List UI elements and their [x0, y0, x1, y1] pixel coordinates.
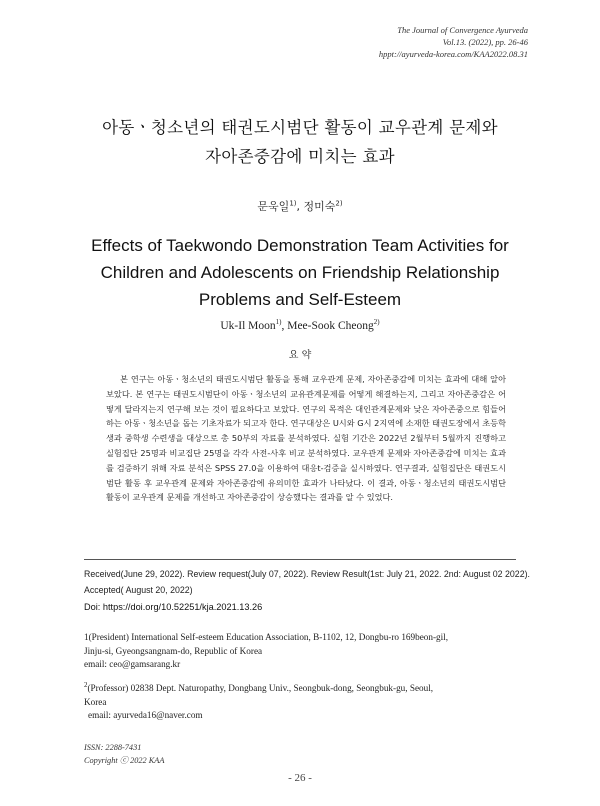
english-author-2: Mee-Sook Cheong [287, 320, 374, 332]
english-title [60, 232, 540, 313]
received-dates [84, 566, 530, 598]
journal-volume: Vol.13. (2022), pp. 26-46 [442, 37, 528, 47]
doi-link[interactable]: Doi: https://doi.org/10.52251/kja.2021.13.26 [84, 602, 263, 612]
korean-author-separator: , [296, 200, 304, 213]
affiliation-2-text: (Professor) 02838 Dept. Naturopathy, Dongbang Univ., Seongbuk-dong, Seongbuk-gu, Seoul, [87, 683, 434, 693]
korean-title [60, 113, 540, 171]
english-author-2-mark: 2) [373, 318, 380, 327]
korean-author-1: 문욱일 [257, 200, 290, 213]
korean-title-line-1: 아동ㆍ청소년의 태권도시범단 활동이 교우관계 문제와 [102, 118, 498, 137]
korean-author-1-mark: 1) [289, 199, 297, 208]
affiliation-2-line-1 [84, 682, 516, 696]
footnote-divider [84, 559, 516, 560]
korean-title-line-2: 자아존중감에 미치는 효과 [205, 147, 395, 166]
affiliation-1-line-1: 1(President) International Self-esteem Education Association, B-1102, 12, Dongbu-ro 169beon-gil, [84, 632, 449, 642]
affiliation-2-email[interactable]: email: ayurveda16@naver.com [88, 710, 203, 720]
affiliation-2 [84, 682, 516, 723]
copyright: Copyright ⓒ 2022 KAA [84, 756, 165, 765]
affiliation-1-line-2: Jinju-si, Gyeongsangnam-do, Republic of Korea [84, 645, 263, 656]
korean-author-2: 정미숙 [303, 200, 336, 213]
issn: ISSN: 2288-7431 [84, 743, 142, 752]
issn-block [84, 741, 164, 767]
received-line-2: Accepted( August 20, 2022) [84, 585, 193, 595]
english-author-separator: , [281, 320, 288, 332]
english-authors [100, 320, 500, 332]
affiliation-1 [84, 631, 516, 672]
journal-name: The Journal of Convergence Ayurveda [397, 25, 528, 35]
page-number: - 26 - [288, 772, 312, 784]
english-author-1: Uk-Il Moon [220, 320, 276, 332]
journal-header [228, 24, 528, 60]
journal-url: hppt://ayurveda-korea.com/KAA2022.08.31 [378, 49, 528, 59]
abstract-heading: 요 약 [288, 350, 312, 361]
english-title-line-3: Problems and Self-Esteem [198, 290, 402, 309]
english-author-1-mark: 1) [275, 318, 282, 327]
english-title-line-1: Effects of Taekwondo Demonstration Team Activities for [91, 236, 509, 255]
affiliation-2-mark: 2 [84, 680, 88, 689]
received-line-1: Received(June 29, 2022). Review request(July 07, 2022). Review Result(1st: July 21, 2022. 2nd: August 02 2022). [84, 569, 530, 579]
english-title-line-2: Children and Adolescents on Friendship Relationship [100, 263, 500, 282]
affiliation-1-email[interactable]: email: ceo@gamsarang.kr [84, 659, 181, 669]
affiliation-2-line-2: Korea [84, 696, 107, 707]
abstract-body: 본 연구는 아동ㆍ청소년의 태권도시범단 활동을 통해 교우관계 문제, 자아존중감에 미치는 효과에 대해 알아보았다. 본 연구는 태권도시범단이 아동ㆍ청소년의 교유관계문제를 어떻게 해결하는지, 그리고 자아존중감은 어떻게 달라지는지 연구해 보는 것이 필요하다고 보았다. 연구의 목적은 대인관계문제와 낮은 자아존중으로 힘들어 하는 아동ㆍ청소년을 돕는 기초자료가 되고자 한다. 연구대상은 U시와 G시 2지역에 소재한 태권도장에서 초등학생과 중학생 수련생을 대상으로 총 50부의 자료를 분석하였다. 실험 기간은 2022년 2월부터 5월까지 진행하고 실험집단 25명과 비교집단 25명을 각각 사전-사후 비교 분석하였다. 교우관계 문제와 자아존중감에 미치는 효과를 검증하기 위해 자료 분석은 SPSS 27.0을 이용하여 대응t-검증을 실시하였다. 연구결과, 실험집단은 태권도시범단 활동 후 교우관계 문제와 자아존중감에 유의미한 효과가 나타났다. 이 결과, 아동ㆍ청소년의 태권도시범단 활동이 교우관계 문제를 개선하고 자아존중감이 상승했다는 결과를 알 수 있었다. [106, 374, 506, 503]
korean-authors [100, 198, 500, 214]
korean-author-2-mark: 2) [335, 199, 343, 208]
